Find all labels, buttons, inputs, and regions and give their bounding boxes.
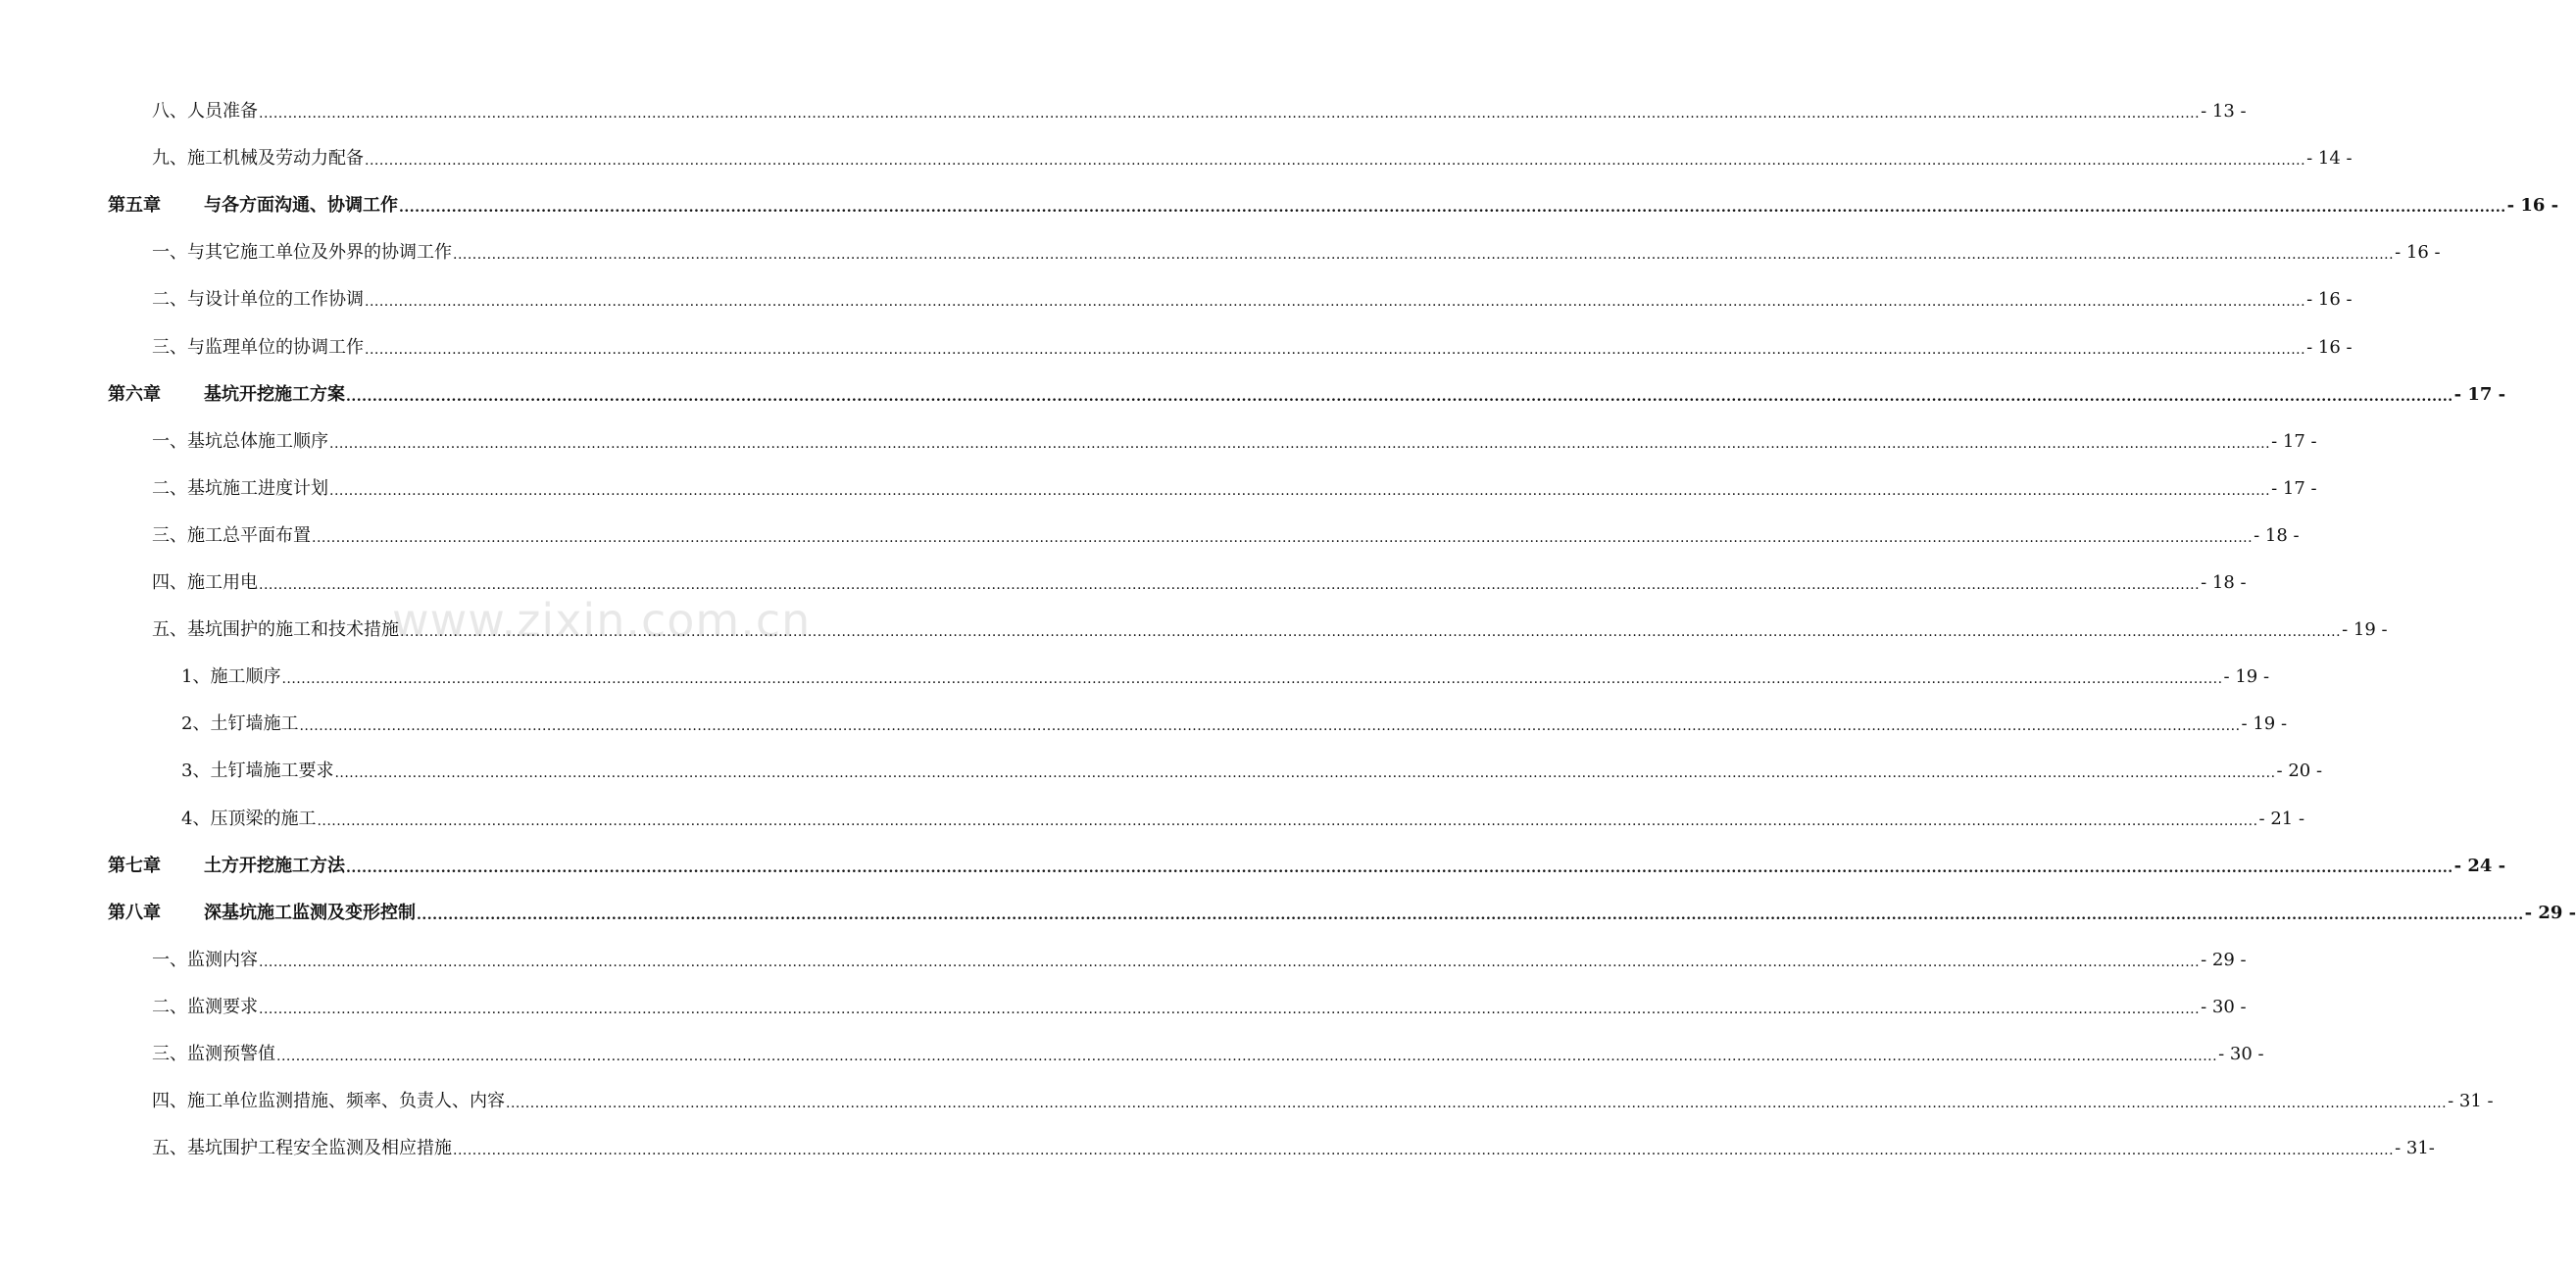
toc-dot-leader: ................................................................................................................................................................................................................................................................................................................................................................................................................ [334, 765, 2276, 781]
toc-dot-leader: ................................................................................................................................................................................................................................................................................................................................................................................................................ [453, 1143, 2395, 1158]
toc-entry-title: 四、施工单位监测措施、频率、负责人、内容 [152, 1091, 505, 1111]
toc-entry-title: 三、与监理单位的协调工作 [152, 337, 364, 358]
toc-chapter-entry[interactable] [108, 188, 2559, 218]
toc-dot-leader: ................................................................................................................................................................................................................................................................................................................................................................................................................ [329, 436, 2271, 452]
toc-dot-leader: ................................................................................................................................................................................................................................................................................................................................................................................................................ [506, 1096, 2448, 1111]
toc-page-number: - 16 - [2306, 337, 2353, 358]
toc-page-number: - 17 - [2271, 478, 2317, 499]
toc-chapter-number: 第八章 [108, 903, 161, 923]
toc-dot-leader: ................................................................................................................................................................................................................................................................................................................................................................................................................ [417, 908, 2524, 923]
toc-entry-title: 九、施工机械及劳动力配备 [152, 148, 364, 169]
toc-entry[interactable] [181, 660, 2270, 689]
toc-entry-title: 基坑开挖施工方案 [204, 384, 345, 405]
toc-entry[interactable] [152, 565, 2247, 595]
toc-page-number: - 21 - [2258, 809, 2305, 829]
toc-entry-title: 二、与设计单位的工作协调 [152, 289, 364, 310]
toc-dot-leader: ................................................................................................................................................................................................................................................................................................................................................................................................................ [317, 813, 2258, 829]
toc-dot-leader: ................................................................................................................................................................................................................................................................................................................................................................................................................ [399, 200, 2506, 216]
toc-page-number: - 30 - [2218, 1044, 2264, 1064]
toc-dot-leader: ................................................................................................................................................................................................................................................................................................................................................................................................................ [453, 247, 2395, 263]
toc-page-number: - 16 - [2306, 289, 2353, 310]
toc-entry-title: 3、土钉墙施工要求 [181, 761, 334, 781]
watermark: www.zixin.com.cn [392, 594, 812, 647]
toc-entry[interactable] [152, 518, 2300, 548]
toc-entry-title: 土方开挖施工方法 [204, 856, 345, 876]
toc-dot-leader: ................................................................................................................................................................................................................................................................................................................................................................................................................ [365, 153, 2306, 169]
toc-entry[interactable] [152, 990, 2247, 1019]
toc-dot-leader: ................................................................................................................................................................................................................................................................................................................................................................................................................ [281, 671, 2223, 687]
toc-chapter-number: 第五章 [108, 195, 161, 216]
toc-entry-title: 与各方面沟通、协调工作 [204, 195, 398, 216]
toc-page-number: - 31 - [2448, 1091, 2494, 1111]
toc-page-number: - 24 - [2453, 856, 2506, 876]
toc-entry[interactable] [181, 754, 2323, 783]
toc-entry-title: 四、施工用电 [152, 572, 258, 593]
toc-entry[interactable] [152, 471, 2317, 501]
toc-dot-leader: ................................................................................................................................................................................................................................................................................................................................................................................................................ [259, 1002, 2201, 1017]
toc-page-number: - 19 - [2241, 713, 2288, 734]
toc-entry-title: 二、基坑施工进度计划 [152, 478, 328, 499]
toc-entry[interactable] [181, 802, 2305, 831]
toc-entry[interactable] [152, 943, 2247, 972]
toc-entry[interactable] [152, 424, 2317, 454]
toc-entry-title: 三、监测预警值 [152, 1044, 275, 1064]
toc-chapter-number: 第六章 [108, 384, 161, 405]
toc-entry[interactable] [181, 707, 2288, 736]
toc-dot-leader: ................................................................................................................................................................................................................................................................................................................................................................................................................ [400, 624, 2342, 640]
toc-page-number: - 16 - [2506, 195, 2559, 216]
toc-dot-leader: ................................................................................................................................................................................................................................................................................................................................................................................................................ [259, 955, 2201, 970]
toc-page-number: - 17 - [2453, 384, 2506, 405]
toc-entry-title: 二、监测要求 [152, 997, 258, 1017]
toc-entry-title: 深基坑施工监测及变形控制 [204, 903, 416, 923]
toc-page-number: - 17 - [2271, 431, 2317, 452]
toc-entry-title: 五、基坑围护工程安全监测及相应措施 [152, 1138, 452, 1158]
toc-dot-leader: ................................................................................................................................................................................................................................................................................................................................................................................................................ [346, 389, 2453, 405]
toc-entry[interactable] [152, 613, 2388, 642]
toc-entry[interactable] [152, 94, 2247, 123]
toc-page-number: - 18 - [2201, 572, 2247, 593]
toc-dot-leader: ................................................................................................................................................................................................................................................................................................................................................................................................................ [259, 577, 2201, 593]
toc-entry-title: 1、施工顺序 [181, 666, 281, 687]
toc-dot-leader: ................................................................................................................................................................................................................................................................................................................................................................................................................ [299, 718, 2241, 734]
toc-chapter-number: 第七章 [108, 856, 161, 876]
toc-dot-leader: ................................................................................................................................................................................................................................................................................................................................................................................................................ [259, 106, 2201, 122]
toc-entry-title: 一、基坑总体施工顺序 [152, 431, 328, 452]
toc-page-number: - 20 - [2276, 761, 2323, 781]
toc-dot-leader: ................................................................................................................................................................................................................................................................................................................................................................................................................ [312, 530, 2254, 546]
toc-entry[interactable] [152, 330, 2353, 360]
toc-entry-title: 八、人员准备 [152, 101, 258, 122]
toc-page-number: - 29 - [2201, 950, 2247, 970]
toc-entry-title: 一、与其它施工单位及外界的协调工作 [152, 242, 452, 263]
toc-entry[interactable] [152, 1131, 2435, 1160]
toc-dot-leader: ................................................................................................................................................................................................................................................................................................................................................................................................................ [346, 860, 2453, 876]
toc-entry[interactable] [152, 1037, 2264, 1066]
toc-page-number: - 19 - [2342, 619, 2388, 640]
toc-chapter-entry[interactable] [108, 849, 2506, 878]
toc-dot-leader: ................................................................................................................................................................................................................................................................................................................................................................................................................ [329, 483, 2271, 499]
toc-entry-title: 五、基坑围护的施工和技术措施 [152, 619, 399, 640]
toc-entry[interactable] [152, 282, 2353, 312]
toc-chapter-entry[interactable] [108, 377, 2506, 407]
toc-entry[interactable] [152, 141, 2353, 171]
toc-page-number: - 31- [2395, 1138, 2435, 1158]
toc-page-number: - 18 - [2254, 525, 2300, 546]
toc-entry-title: 4、压顶梁的施工 [181, 809, 317, 829]
toc-entry[interactable] [152, 1084, 2494, 1113]
toc-page-number: - 16 - [2395, 242, 2441, 263]
toc-page-number: - 29 - [2524, 903, 2576, 923]
toc-dot-leader: ................................................................................................................................................................................................................................................................................................................................................................................................................ [276, 1049, 2218, 1064]
toc-entry-title: 一、监测内容 [152, 950, 258, 970]
toc-dot-leader: ................................................................................................................................................................................................................................................................................................................................................................................................................ [365, 342, 2306, 358]
toc-page-number: - 19 - [2223, 666, 2270, 687]
toc-entry-title: 2、土钉墙施工 [181, 713, 299, 734]
toc-page-number: - 14 - [2306, 148, 2353, 169]
toc-chapter-entry[interactable] [108, 896, 2576, 925]
toc-entry-title: 三、施工总平面布置 [152, 525, 311, 546]
toc-page-number: - 13 - [2201, 101, 2247, 122]
toc-entry[interactable] [152, 235, 2441, 265]
toc-dot-leader: ................................................................................................................................................................................................................................................................................................................................................................................................................ [365, 294, 2306, 310]
toc-page-number: - 30 - [2201, 997, 2247, 1017]
